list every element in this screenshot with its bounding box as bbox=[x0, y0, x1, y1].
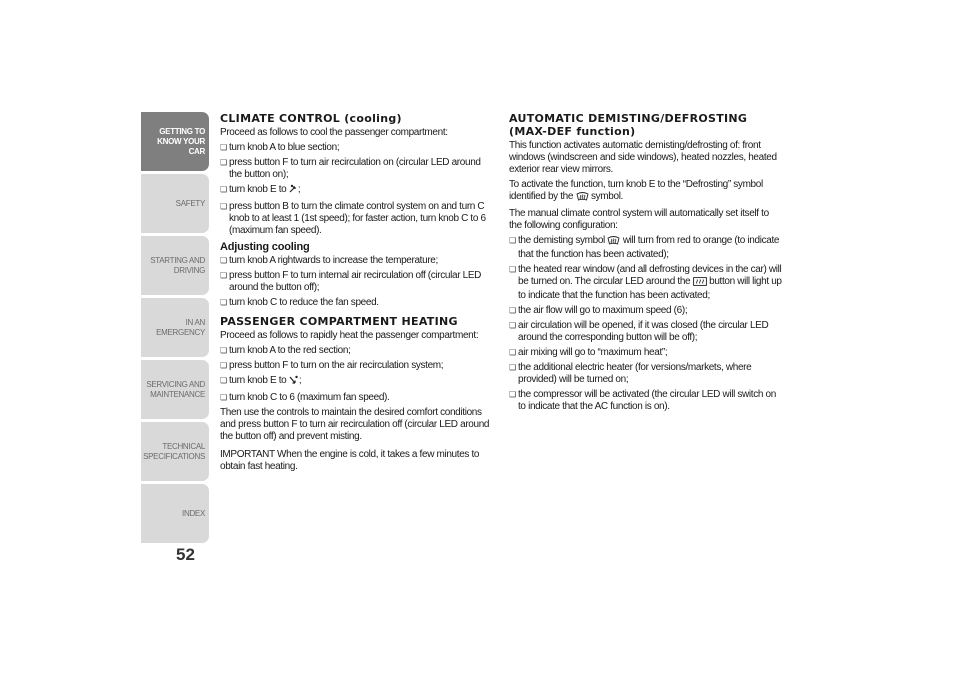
list-item: ❏ press button F to turn air recirculation on (circular LED around the button on); bbox=[220, 157, 495, 181]
maxdef-p2: To activate the function, turn knob E to the “Defrosting” symbol identified by the symbol. bbox=[509, 179, 784, 205]
list-item: ❏ turn knob A to the red section; bbox=[220, 345, 495, 357]
cooling-section bbox=[220, 112, 495, 309]
list-item: ❏ turn knob E to ; bbox=[220, 184, 495, 198]
list-item: ❏ press button F to turn internal air recirculation off (circular LED around the button off); bbox=[220, 270, 495, 294]
rear-window-defrost-icon bbox=[693, 277, 707, 290]
cooling-title: CLIMATE CONTROL (cooling) bbox=[220, 112, 402, 125]
maxdef-title: AUTOMATIC DEMISTING/DEFROSTING (MAX-DEF function) bbox=[509, 112, 748, 138]
adjusting-title: Adjusting cooling bbox=[220, 241, 310, 253]
windscreen-defrost-icon bbox=[607, 236, 620, 249]
list-item: ❏ turn knob E to ; bbox=[220, 375, 495, 389]
cooling-list bbox=[220, 142, 495, 237]
list-item: ❏ press button F to turn on the air recirculation system; bbox=[220, 360, 495, 372]
list-item: ❏ air circulation will be opened, if it was closed (the circular LED around the corresponding button will be off); bbox=[509, 320, 784, 344]
list-item: ❏ turn knob A to blue section; bbox=[220, 142, 495, 154]
chapter-sidebar bbox=[141, 112, 209, 544]
heating-title: PASSENGER COMPARTMENT HEATING bbox=[220, 315, 458, 328]
list-item: ❏ the demisting symbol will turn from red to orange (to indicate that the function has been activated); bbox=[509, 235, 784, 261]
heating-section bbox=[220, 315, 495, 473]
list-item: ❏ press button B to turn the climate control system on and turn C knob to at least 1 (1st speed); for faster action, turn knob C to 6 (maximum fan speed). bbox=[220, 201, 495, 237]
maxdef-p3: The manual climate control system will automatically set itself to the following configuration: bbox=[509, 208, 769, 231]
list-item: ❏ air mixing will go to “maximum heat”; bbox=[509, 347, 784, 359]
cooling-intro: Proceed as follows to cool the passenger compartment: bbox=[220, 127, 448, 138]
list-item: ❏ turn knob C to 6 (maximum fan speed). bbox=[220, 392, 495, 404]
page-number: 52 bbox=[176, 545, 195, 564]
list-item: ❏ the compressor will be activated (the circular LED will switch on to indicate that the AC function is on). bbox=[509, 389, 784, 413]
left-column bbox=[220, 112, 495, 479]
list-item: ❏ turn knob C to reduce the fan speed. bbox=[220, 297, 495, 309]
list-item: ❏ the air flow will go to maximum speed (6); bbox=[509, 305, 784, 317]
tab-servicing-and-maintenance[interactable]: SERVICING AND MAINTENANCE bbox=[141, 360, 209, 419]
tab-technical-specifications[interactable]: TECHNICAL SPECIFICATIONS bbox=[141, 422, 209, 481]
maxdef-p1: This function activates automatic demisting/defrosting of: front windows (windscreen and side windows), heated nozzles, heated exterior rear view mirrors. bbox=[509, 140, 777, 175]
heating-intro: Proceed as follows to rapidly heat the passenger compartment: bbox=[220, 330, 479, 341]
vent-feet-icon bbox=[289, 375, 299, 389]
adjusting-list bbox=[220, 255, 495, 309]
tab-starting-and-driving[interactable]: STARTING AND DRIVING bbox=[141, 236, 209, 295]
right-column bbox=[509, 112, 784, 416]
list-item: ❏ the additional electric heater (for versions/markets, where provided) will be turned on; bbox=[509, 362, 784, 386]
tab-getting-to-know-your-car[interactable]: GETTING TO KNOW YOUR CAR bbox=[141, 112, 209, 171]
important-note: IMPORTANT When the engine is cold, it takes a few minutes to obtain fast heating. bbox=[220, 449, 480, 472]
tab-in-an-emergency[interactable]: IN AN EMERGENCY bbox=[141, 298, 209, 357]
tab-safety[interactable]: SAFETY bbox=[141, 174, 209, 233]
maxdef-list bbox=[509, 235, 784, 413]
vent-face-icon bbox=[289, 184, 298, 198]
heating-paragraph: Then use the controls to maintain the desired comfort conditions and press button F to turn air recirculation off (circular LED around the button off) and prevent misting. bbox=[220, 407, 490, 442]
list-item: ❏ the heated rear window (and all defrosting devices in the car) will be turned on. The circular LED around the button will light up to indicate that the function has been activated; bbox=[509, 264, 784, 302]
tab-index[interactable]: INDEX bbox=[141, 484, 209, 543]
windscreen-defrost-icon bbox=[576, 192, 589, 205]
heating-list bbox=[220, 345, 495, 404]
list-item: ❏ turn knob A rightwards to increase the temperature; bbox=[220, 255, 495, 267]
